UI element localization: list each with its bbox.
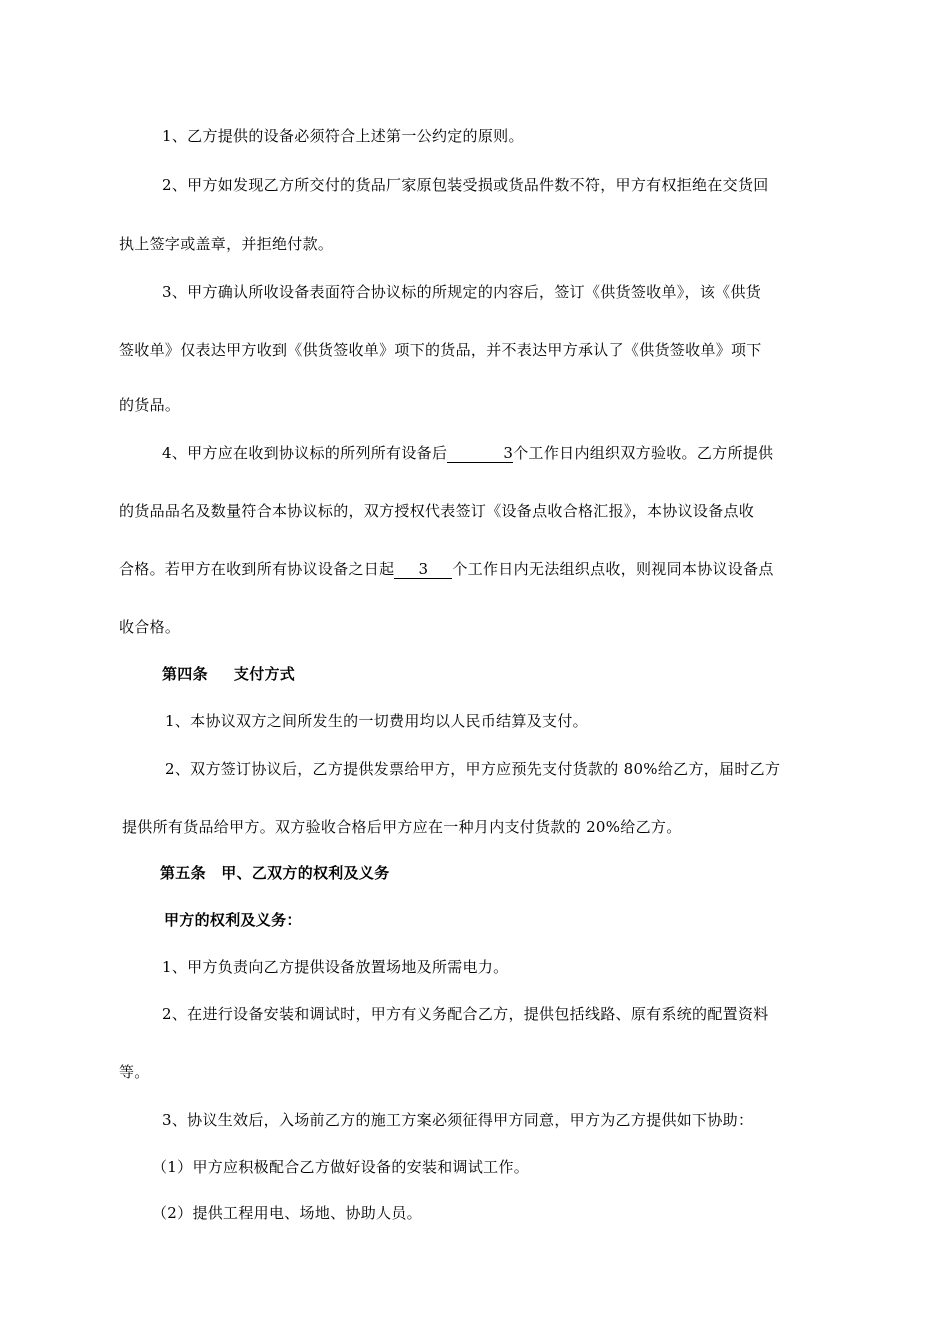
art4-item1: 1、本协议双方之间所发生的一切费用均以人民币结算及支付。 (165, 712, 588, 730)
days-blank-2: 3 (394, 560, 452, 579)
art3-item3-line3: 的货品。 (119, 396, 181, 414)
art5-item1: 1、甲方负责向乙方提供设备放置场地及所需电力。 (162, 958, 509, 976)
days-blank-1: 3 (447, 444, 513, 463)
art3-item1: 1、乙方提供的设备必须符合上述第一公约定的原则。 (162, 127, 524, 145)
art3-item4-line1 (162, 443, 773, 463)
article-4-number: 第四条 (162, 665, 208, 683)
art3-item4-line3-pre: 合格。若甲方在收到所有协议设备之日起 (119, 560, 395, 578)
art3-item4-line1-pre: 4、甲方应在收到协议标的所列所有设备后 (162, 444, 448, 462)
art5-item2-line2: 等。 (119, 1063, 150, 1081)
art3-item3-line2: 签收单》仅表达甲方收到《供货签收单》项下的货品，并不表达甲方承认了《供货签收单》项下 (119, 341, 762, 359)
art5-sub1: （1）甲方应积极配合乙方做好设备的安装和调试工作。 (152, 1158, 530, 1176)
art5-item2-line1: 2、在进行设备安装和调试时，甲方有义务配合乙方，提供包括线路、原有系统的配置资料 (162, 1005, 769, 1023)
art4-item2-line1: 2、双方签订协议后，乙方提供发票给甲方，甲方应预先支付货款的 80%给乙方，届时乙方 (165, 760, 781, 778)
art3-item4-line3 (119, 559, 774, 579)
article-5-heading: 第五条 甲、乙双方的权利及义务 (160, 864, 390, 882)
art5-item3: 3、协议生效后，入场前乙方的施工方案必须征得甲方同意，甲方为乙方提供如下协助： (162, 1111, 754, 1129)
art3-item2-line1: 2、甲方如发现乙方所交付的货品厂家原包装受损或货品件数不符，甲方有权拒绝在交货回 (162, 176, 769, 194)
article-4-title: 支付方式 (233, 665, 296, 683)
art3-item4-line3-post: 个工作日内无法组织点收，则视同本协议设备点 (452, 560, 774, 578)
art3-item2-line2: 执上签字或盖章，并拒绝付款。 (119, 235, 334, 253)
art3-item3-line1: 3、甲方确认所收设备表面符合协议标的所规定的内容后，签订《供货签收单》，该《供货 (162, 283, 762, 301)
party-a-subheading: 甲方的权利及义务： (164, 911, 302, 929)
art4-item2-line2: 提供所有货品给甲方。双方验收合格后甲方应在一种月内支付货款的 20%给乙方。 (122, 818, 682, 836)
art3-item4-line2: 的货品品名及数量符合本协议标的，双方授权代表签订《设备点收合格汇报》，本协议设备点收 (119, 502, 755, 520)
article-4-heading (162, 664, 295, 684)
art5-sub2: （2）提供工程用电、场地、协助人员。 (152, 1204, 422, 1222)
art3-item4-line4: 收合格。 (119, 618, 181, 636)
art3-item4-line1-post: 个工作日内组织双方验收。乙方所提供 (513, 444, 774, 462)
